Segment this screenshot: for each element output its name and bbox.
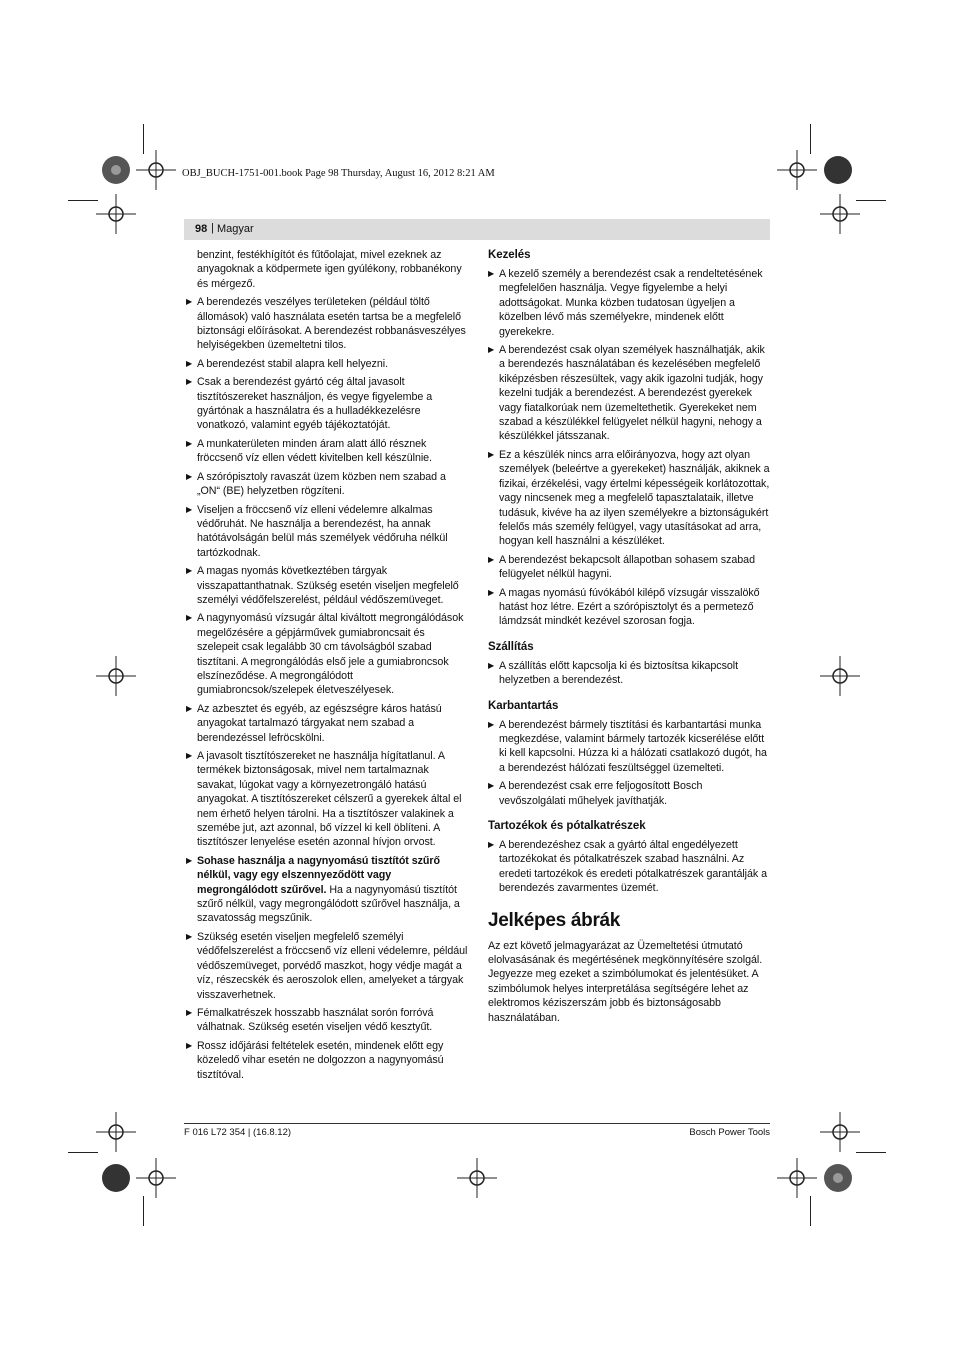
bullet-text: Az azbesztet és egyéb, az egészségre káros hatású anyagokat tartalmazó tárgyakat nem szabad a berendezéssel lefröcskölni. xyxy=(197,702,442,744)
bullet-text: A javasolt tisztítószereket ne használja hígítatlanul. A termékek biztonságosak, mivel nem tartalmaznak savakat, lúgokat vagy a környezetrongáló hatású anyagokat. A tisztítószereket célszerű a gyerekek által el nem érhető helyen tárolni. Ha a tisztítószer valakinek a szemébe jut, azt azonnal, bő vízzel ki kell öblíteni. A tisztítószer lenyelése esetén azonnal hívjon orvost. xyxy=(197,750,462,849)
right-section-list xyxy=(488,248,770,896)
left-item-list xyxy=(186,295,468,1082)
bullet-item xyxy=(488,267,770,339)
crosshair-icon xyxy=(820,656,860,696)
footer-document-id: F 016 L72 354 | (16.8.12) xyxy=(184,1127,292,1138)
symbols-paragraph: Az ezt követő jelmagyarázat az Üzemeltetési útmutató elolvasásának és megértésének megkönnyítésére szolgál. Jegyezze meg ezeket a szimbólumokat és jelentésüket. A szimbólumok helyes interpretálása segítségére lehet az elektromos kéziszerszám jobb és biztonságosabb használatában. xyxy=(488,939,763,1024)
bullet-text: Viseljen a fröccsenő víz elleni védelemre alkalmas védőruhát. Ne használja a berendezést, ha annak hatótávolságán belül más személyek védőruha nélkül tartózkodnak. xyxy=(197,503,448,559)
crosshair-icon xyxy=(136,1158,176,1198)
bullet-item xyxy=(488,448,770,549)
crosshair-icon xyxy=(820,1112,860,1152)
bullet-text: Rossz időjárási feltételek esetén, mindenek előtt egy közeledő vihar esetén ne dolgozzon a nagynyomású tisztítóval. xyxy=(197,1039,444,1081)
bullet-text: A berendezést stabil alapra kell helyezni. xyxy=(197,357,388,370)
bullet-item xyxy=(186,854,468,926)
bullet-bold-text: Sohase használja a nagynyomású tisztítót szűrő nélkül, vagy egy elszennyeződött vagy megrongálódott szűrővel. xyxy=(197,854,440,896)
left-column xyxy=(186,248,468,1086)
crosshair-icon xyxy=(777,1158,817,1198)
bullet-text: A nagynyomású vízsugár által kiváltott megrongálódások megelőzésére a gépjárművek gumiabroncsait és szelepeit csak legalább 30 cm távolságból szabad tisztítani. A megrongálódás első jele a gumiabroncsok elszíneződése. A megrongálódott gumiabroncsok/szelepek életveszélyesek. xyxy=(197,612,464,697)
bullet-text: Szükség esetén viseljen megfelelő személyi védőfelszerelést a fröccsenő víz elleni védelemre, például védőszemüveget, porvédő maszkot, hogy védje magát a víz, részecskék és aeroszolok ellen, amelyeket a tárgyak visszaverhetnek. xyxy=(197,930,468,1001)
crosshair-icon xyxy=(96,1112,136,1152)
crop-line xyxy=(143,1196,144,1226)
bullet-item xyxy=(186,357,468,371)
crosshair-icon xyxy=(136,150,176,190)
bullet-triangle-icon: ▶ xyxy=(186,613,193,623)
bullet-item xyxy=(186,930,468,1002)
bullet-item xyxy=(488,718,770,776)
right-column xyxy=(488,248,770,1025)
bullet-item xyxy=(186,702,468,745)
bullet-item xyxy=(488,553,770,582)
continuation-text: benzint, festékhígítót és fűtőolajat, mivel ezeknek az anyagoknak a ködpermete igen gyúlékony, robbanékony és mérgező. xyxy=(197,249,462,290)
bullet-triangle-icon: ▶ xyxy=(186,931,193,941)
bullet-triangle-icon: ▶ xyxy=(488,660,495,670)
bullet-triangle-icon: ▶ xyxy=(186,1040,193,1050)
bullet-triangle-icon: ▶ xyxy=(186,855,193,865)
crosshair-icon xyxy=(820,194,860,234)
crosshair-icon xyxy=(96,656,136,696)
section-heading: Szállítás xyxy=(488,640,534,653)
print-header: OBJ_BUCH-1751-001.book Page 98 Thursday, August 16, 2012 8:21 AM xyxy=(182,168,495,179)
bullet-text: A berendezést bekapcsolt állapotban sohasem szabad felügyelet nélkül hagyni. xyxy=(499,553,755,581)
bullet-item xyxy=(186,749,468,850)
crop-line xyxy=(68,200,98,201)
registration-disc-icon xyxy=(96,1158,136,1198)
header-separator: | xyxy=(211,222,214,234)
bullet-text: A kezelő személy a berendezést csak a rendeltetésének megfelelően használja. Vegye figyelembe a helyi adottságokat. Munka közben tudatosan ügyeljen a közelben lévő más személyekre, mindenek előtt gyerekekre. xyxy=(499,268,763,338)
bullet-text: Fémalkatrészek hosszabb használat sorón forróvá válhatnak. Szükség esetén viseljen védő kesztyűt. xyxy=(197,1006,434,1034)
bullet-triangle-icon: ▶ xyxy=(186,1007,193,1017)
bullet-triangle-icon: ▶ xyxy=(186,703,193,713)
bullet-triangle-icon: ▶ xyxy=(488,587,495,597)
bullet-text: A szállítás előtt kapcsolja ki és biztosítsa kikapcsolt helyzetben a berendezést. xyxy=(499,659,739,687)
bullet-item xyxy=(186,437,468,466)
bullet-text: A berendezés veszélyes területeken (például töltő állomások) való használata esetén tartsa be a megfelelő biztonsági előírásokat. A berendezést robbanásveszélyes helyiségekben üzemeltetni tilos. xyxy=(197,296,466,352)
bullet-text: A berendezést bármely tisztítási és karbantartási munka megkezdése, valamint bármely tartozék kicserélése előtt ki kell kapcsolni. Húzza ki a hálózati csatlakozó dugót, ha a berendezést hálózati feszültséggel üzemelteti. xyxy=(499,718,767,774)
page-header-band xyxy=(184,219,770,240)
bullet-text: A berendezéshez csak a gyártó által engedélyezett tartozékokat és pótalkatrészek szabad használni. Az eredeti tartozékok és eredeti pótalkatrészek garantálják a berendezés zavarmentes üzemét. xyxy=(499,839,768,895)
bullet-triangle-icon: ▶ xyxy=(186,471,193,481)
bullet-triangle-icon: ▶ xyxy=(186,377,193,387)
crosshair-icon xyxy=(457,1158,497,1198)
bullet-item xyxy=(186,1006,468,1035)
bullet-triangle-icon: ▶ xyxy=(186,504,193,514)
crop-line xyxy=(810,124,811,154)
bullet-item xyxy=(186,503,468,561)
bullet-triangle-icon: ▶ xyxy=(488,781,495,791)
crop-line xyxy=(143,124,144,154)
section-heading: Tartozékok és pótalkatrészek xyxy=(488,820,646,832)
bullet-item xyxy=(186,611,468,697)
bullet-triangle-icon: ▶ xyxy=(186,751,193,760)
crop-line xyxy=(68,1152,98,1153)
crop-line xyxy=(810,1196,811,1226)
page-language: Magyar xyxy=(217,223,254,235)
bullet-item xyxy=(186,470,468,499)
bullet-item xyxy=(186,1039,468,1082)
bullet-triangle-icon: ▶ xyxy=(488,269,495,278)
bullet-item xyxy=(186,564,468,607)
bullet-text: Csak a berendezést gyártó cég által javasolt tisztítószereket használjon, és vegye figyelembe a gyártónak a használatra és a hulladékkezelésre vonatkozó, valamint egyéb tájékoztatóját. xyxy=(197,376,433,432)
bullet-triangle-icon: ▶ xyxy=(186,438,193,448)
crop-line xyxy=(856,1152,886,1153)
bullet-triangle-icon: ▶ xyxy=(186,566,193,576)
bullet-triangle-icon: ▶ xyxy=(488,449,495,459)
registration-disc-icon xyxy=(818,150,858,190)
bullet-triangle-icon: ▶ xyxy=(488,840,495,849)
bullet-text: Ha a nagynyomású tisztítót szűrő nélkül, vagy megrongálódott szűrővel használja, a szavatosság megszűnik. xyxy=(197,883,460,925)
bullet-item xyxy=(186,375,468,433)
bullet-triangle-icon: ▶ xyxy=(488,719,495,729)
bullet-item xyxy=(488,343,770,444)
registration-rosette-icon xyxy=(818,1158,858,1198)
footer-rule xyxy=(184,1123,770,1124)
bullet-item xyxy=(488,659,770,688)
bullet-text: Ez a készülék nincs arra előirányozva, hogy azt olyan személyek (beleértve a gyerekeket) használják, akiknek a fizikai, érzékelési, vagy értelmi képességeik korlátozottak, vagy nincsenek meg a megfelelő tapasztalataik, illetve tudásuk, kivéve ha az ilyen személyekre a biztonságukért felelős más személy felügyel, vagy utasításokat ad arra, hogyan kell használni a készüléket. xyxy=(499,448,770,548)
registration-rosette-icon xyxy=(96,150,136,190)
bullet-item xyxy=(488,838,770,896)
bullet-triangle-icon: ▶ xyxy=(488,345,495,355)
footer-brand: Bosch Power Tools xyxy=(689,1127,770,1138)
bullet-triangle-icon: ▶ xyxy=(488,554,495,564)
section-heading: Kezelés xyxy=(488,249,531,261)
crop-line xyxy=(856,200,886,201)
bullet-item xyxy=(488,586,770,629)
page-number: 98 xyxy=(195,223,208,235)
bullet-text: A berendezést csak erre feljogosított Bosch vevőszolgálati műhelyek javíthatják. xyxy=(499,780,703,807)
crosshair-icon xyxy=(96,194,136,234)
bullet-text: A szórópisztoly ravaszát üzem közben nem szabad a „ON“ (BE) helyzetben rögzíteni. xyxy=(197,470,446,498)
bullet-item xyxy=(488,779,770,808)
bullet-triangle-icon: ▶ xyxy=(186,297,193,307)
crosshair-icon xyxy=(777,150,817,190)
bullet-item xyxy=(186,295,468,353)
bullet-triangle-icon: ▶ xyxy=(186,358,193,368)
bullet-text: A munkaterületen minden áram alatt álló résznek fröccsenő víz ellen védett kivitelben kell készülnie. xyxy=(197,437,432,465)
section-heading: Karbantartás xyxy=(488,699,559,712)
symbols-heading: Jelképes ábrák xyxy=(488,909,621,931)
bullet-text: A magas nyomású fúvókából kilépő vízsugár visszalökő hatást hoz létre. Ezért a szórópisztolyt és a permetező lámdzsát mindkét kezével szorosan fogja. xyxy=(499,586,760,628)
bullet-text: A magas nyomás következtében tárgyak visszapattanthatnak. Szükség esetén viseljen megfelelő személyi védőfelszerelést, például védőszemüveget. xyxy=(197,565,459,606)
bullet-text: A berendezést csak olyan személyek használhatják, akik a berendezés használatában és kezelésében megfelelő kiképzésben részesültek, vagy akik igazolni tudják, hogy kezelni tudják a berendezést. A berendezést gyerekek vagy fiatalkorúak nem üzemeltethetik. Gyerekeket nem szabad a készülékkel felügyelet nélkül hagyni, nehogy a készülékkel játsszanak. xyxy=(499,344,765,443)
